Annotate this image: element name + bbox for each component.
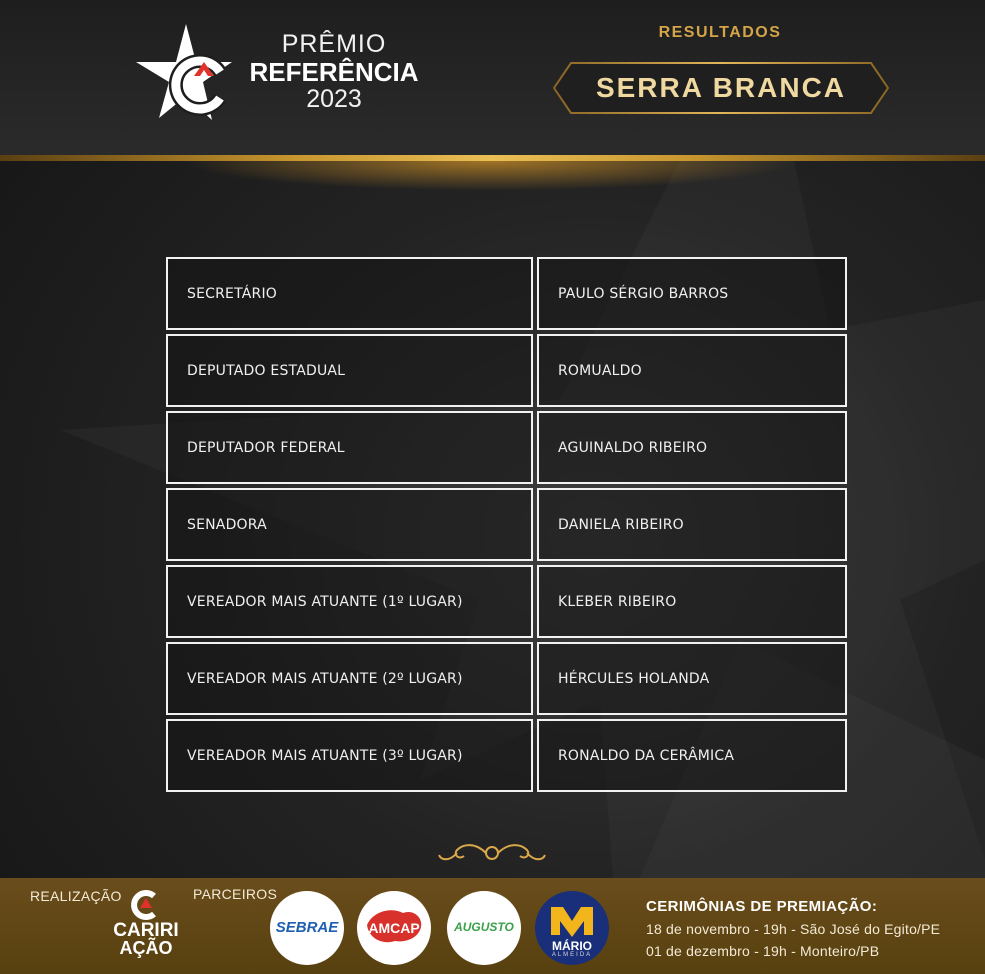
winner-cell: DANIELA RIBEIRO xyxy=(537,488,847,561)
brand-title xyxy=(244,32,424,112)
partners-label: PARCEIROS xyxy=(193,886,278,902)
partner-name: MÁRIO xyxy=(552,939,592,953)
results-label: RESULTADOS xyxy=(658,24,782,41)
category-cell: SENADORA xyxy=(166,488,533,561)
category-cell: DEPUTADOR FEDERAL xyxy=(166,411,533,484)
partner-name: SEBRAE xyxy=(275,919,339,936)
results-table xyxy=(166,257,847,796)
gold-glow xyxy=(180,161,800,191)
winner-cell: AGUINALDO RIBEIRO xyxy=(537,411,847,484)
table-row xyxy=(166,334,847,407)
table-row xyxy=(166,257,847,330)
city-banner xyxy=(553,62,889,114)
table-row xyxy=(166,642,847,715)
partner-mario-logo xyxy=(535,891,609,965)
brand-line-1: PRÊMIO xyxy=(281,30,387,58)
partner-sub: ALMEIDA xyxy=(551,952,593,958)
partner-amcap-logo xyxy=(357,891,431,965)
premio-star-logo-icon xyxy=(132,22,236,126)
ceremonies-title: CERIMÔNIAS DE PREMIAÇÃO: xyxy=(646,898,878,915)
winner-cell: HÉRCULES HOLANDA xyxy=(537,642,847,715)
category-cell: SECRETÁRIO xyxy=(166,257,533,330)
winner-cell: KLEBER RIBEIRO xyxy=(537,565,847,638)
ceremony-date-1: 18 de novembro - 19h - São José do Egito/PE xyxy=(646,921,941,937)
winner-cell: RONALDO DA CERÂMICA xyxy=(537,719,847,792)
realizacao-label: REALIZAÇÃO xyxy=(30,888,122,904)
partner-name: AMCAP xyxy=(368,920,420,936)
gold-ornament-icon xyxy=(345,840,640,866)
category-cell: VEREADOR MAIS ATUANTE (2º LUGAR) xyxy=(166,642,533,715)
organizer-line-2: AÇÃO xyxy=(119,938,173,958)
table-row xyxy=(166,719,847,792)
table-row xyxy=(166,488,847,561)
brand-line-2: REFERÊNCIA xyxy=(249,57,419,87)
table-row xyxy=(166,565,847,638)
table-row xyxy=(166,411,847,484)
ceremony-date-2: 01 de dezembro - 19h - Monteiro/PB xyxy=(646,943,880,959)
winner-cell: PAULO SÉRGIO BARROS xyxy=(537,257,847,330)
category-cell: VEREADOR MAIS ATUANTE (1º LUGAR) xyxy=(166,565,533,638)
cariri-acao-logo xyxy=(108,888,184,958)
winner-cell: ROMUALDO xyxy=(537,334,847,407)
partner-sebrae-logo xyxy=(270,891,344,965)
category-cell: VEREADOR MAIS ATUANTE (3º LUGAR) xyxy=(166,719,533,792)
partner-name: AUGUSTO xyxy=(454,920,514,934)
city-name: SERRA BRANCA xyxy=(595,72,847,103)
category-cell: DEPUTADO ESTADUAL xyxy=(166,334,533,407)
organizer-line-1: CARIRI xyxy=(113,920,179,941)
partner-augusto-logo xyxy=(447,891,521,965)
brand-year: 2023 xyxy=(306,85,362,113)
